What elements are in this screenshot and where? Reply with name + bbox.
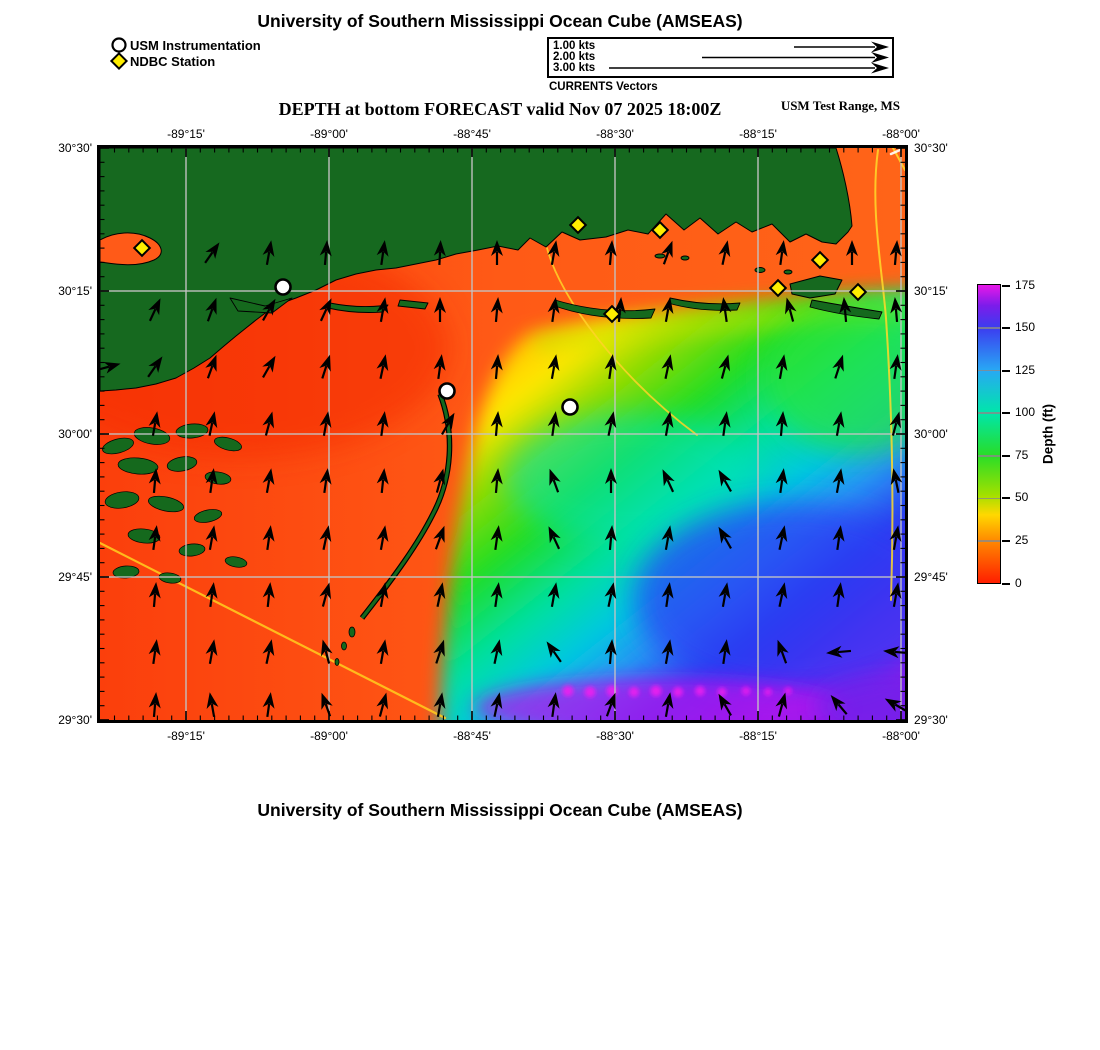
colorbar-tick-line: [978, 540, 1000, 542]
legend-symbols: [108, 34, 132, 74]
lat-tick-label-left: 29°30': [58, 713, 92, 727]
colorbar-tick-value: 125: [1015, 362, 1036, 377]
colorbar-tick-dash: [1002, 497, 1010, 499]
colorbar-tick-dash: [1002, 412, 1010, 414]
depth-colorbar: [977, 284, 1001, 584]
lon-tick-label-bottom: -88°00': [882, 729, 920, 743]
colorbar-tick-value: 0: [1015, 575, 1022, 590]
small-island: [655, 254, 665, 258]
usm-instrument-marker: [563, 400, 578, 415]
lat-tick-label-right: 30°30': [914, 141, 948, 155]
legend-ndbc-label: NDBC Station: [130, 54, 216, 69]
colorbar-tick-dash: [1002, 285, 1010, 287]
colorbar-tick-value: 25: [1015, 532, 1029, 547]
colorbar-tick-dash: [1002, 327, 1010, 329]
colorbar-tick-value: 100: [1015, 405, 1036, 420]
lat-tick-label-right: 30°15': [914, 284, 948, 298]
colorbar-tick-value: 150: [1015, 320, 1036, 335]
lat-tick-label-left: 30°15': [58, 284, 92, 298]
lon-tick-label-top: -88°15': [739, 127, 777, 141]
lat-tick-label-right: 30°00': [914, 427, 948, 441]
colorbar-tick-line: [978, 498, 1000, 500]
legend-usm-label: USM Instrumentation: [130, 38, 261, 53]
colorbar-axis-label: Depth (ft): [1040, 404, 1056, 464]
colorbar-tick-dash: [1002, 540, 1010, 542]
colorbar-tick-dash: [1002, 370, 1010, 372]
lat-tick-label-right: 29°45': [914, 570, 948, 584]
colorbar-tick-line: [978, 412, 1000, 414]
colorbar-tick-line: [978, 370, 1000, 372]
lon-tick-label-bottom: -89°15': [167, 729, 205, 743]
lon-tick-label-bottom: -88°45': [453, 729, 491, 743]
vector-scale-1kt: 1.00 kts: [553, 40, 596, 52]
lon-tick-label-top: -89°15': [167, 127, 205, 141]
lat-tick-label-right: 29°30': [914, 713, 948, 727]
page-title-bottom: University of Southern Mississippi Ocean Cube (AMSEAS): [257, 800, 743, 820]
small-island: [681, 256, 689, 260]
page-title: University of Southern Mississippi Ocean Cube (AMSEAS): [257, 11, 743, 31]
lon-tick-label-top: -88°45': [453, 127, 491, 141]
lat-tick-label-left: 29°45': [58, 570, 92, 584]
colorbar-tick-value: 75: [1015, 447, 1029, 462]
vector-scale-arrows: [549, 39, 891, 75]
colorbar-tick-dash: [1002, 455, 1010, 457]
colorbar-tick-line: [978, 455, 1000, 457]
usm-instrumentation-icon: [113, 39, 126, 52]
map-canvas: [97, 145, 908, 723]
lon-tick-label-bottom: -88°15': [739, 729, 777, 743]
usm-instrument-marker: [276, 280, 291, 295]
usm-instrument-marker: [440, 384, 455, 399]
lon-tick-label-bottom: -88°30': [596, 729, 634, 743]
vector-scale-3kt: 3.00 kts: [553, 62, 596, 74]
colorbar-tick-line: [978, 327, 1000, 329]
lon-tick-label-top: -88°00': [882, 127, 920, 141]
forecast-subtitle: DEPTH at bottom FORECAST valid Nov 07 2025 18:00Z: [278, 99, 722, 119]
lon-tick-label-top: -88°30': [596, 127, 634, 141]
vector-scale-caption: CURRENTS Vectors: [549, 81, 658, 93]
colorbar-tick-value: 175: [1015, 277, 1036, 292]
depth-map: [100, 148, 905, 720]
vector-scale-2kt: 2.00 kts: [553, 51, 596, 63]
colorbar-tick-dash: [1002, 583, 1010, 585]
region-label: USM Test Range, MS: [780, 98, 900, 113]
vector-scale-box: [547, 37, 894, 78]
colorbar-tick-value: 50: [1015, 490, 1029, 505]
lat-tick-label-left: 30°30': [58, 141, 92, 155]
small-island: [755, 268, 765, 273]
small-island: [784, 270, 792, 274]
lon-tick-label-top: -89°00': [310, 127, 348, 141]
ndbc-station-icon: [111, 53, 126, 68]
lat-tick-label-left: 30°00': [58, 427, 92, 441]
lon-tick-label-bottom: -89°00': [310, 729, 348, 743]
